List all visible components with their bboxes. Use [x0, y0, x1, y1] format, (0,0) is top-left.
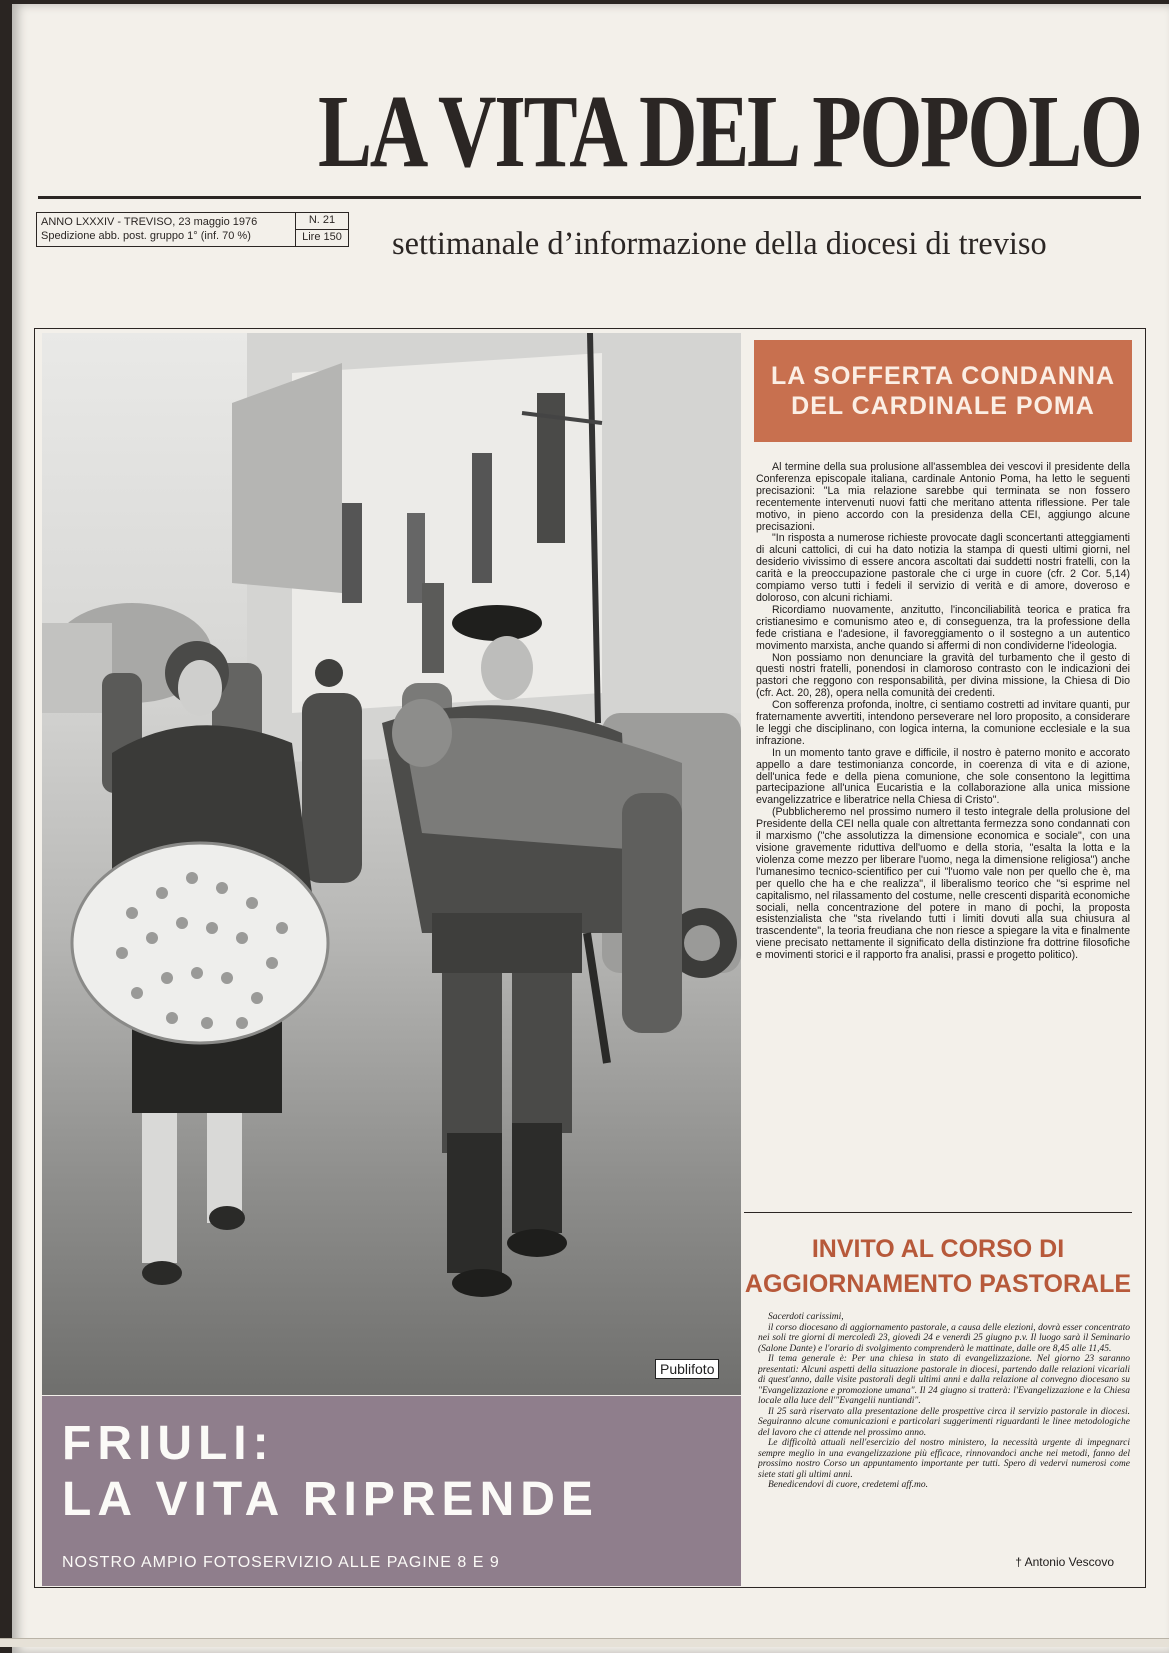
masthead-subtitle: settimanale d’informazione della diocesi di treviso [392, 226, 1047, 262]
page-bottom-edge [0, 1638, 1169, 1647]
article1-paragraph: Non possiamo non denunciare la gravità del turbamento che il gesto di questi nostri fratelli, ponendosi in clamoroso contrasto con le indicazioni dei pastori che reggono con responsabilità, per divina missione, la Chiesa di Dio (cfr. Act. 20, 28), opera nella comunità dei credenti. [756, 651, 1130, 700]
article1-paragraph: "In risposta a numerose richieste provocate dagli sconcertanti atteggiamenti di alcuni cattolici, di cui ha dato notizia la stampa di questi ultimi giorni, nel desiderio vivissimo di essere ancora ascoltati dai suddetti nostri fratelli, con la carità e la preoccupazione pastorale che ci urge in cuore (cfr. 2 Cor. 5,14) compiamo verso tutti i fedeli il servizio di verità e di amore, doveroso e doloroso, con alcuni richiami. [756, 532, 1130, 604]
article1-paragraph: Ricordiamo nuovamente, anzitutto, l'inconciliabilità teorica e pratica fra cristianesimo e comunismo ateo e, di conseguenza, tra la professione della fede cristiana e l'adesione, il favoreggiamento o il sostegno a un autentico movimento marxista, anche quando si affermi di non condividerne l'ideologia. [756, 603, 1130, 652]
cover-photo [42, 333, 741, 1395]
cover-footer-note: NOSTRO AMPIO FOTOSERVIZIO ALLE PAGINE 8 E 9 [62, 1554, 500, 1571]
masthead-title: LA VITA DEL POPOLO [318, 74, 1141, 189]
article2-headline-line-2: AGGIORNAMENTO PASTORALE [744, 1270, 1132, 1298]
article2-headline-line-1: INVITO AL CORSO DI [811, 1235, 1065, 1263]
cover-photo-illustration [42, 333, 741, 1395]
cover-headline-line-2: LA VITA RIPRENDE [62, 1473, 599, 1526]
photo-credit: Publifoto [655, 1359, 719, 1379]
article2-paragraph: Sacerdoti carissimi, [768, 1312, 844, 1322]
article2-paragraph: il corso diocesano di aggiornamento pastorale, a causa delle elezioni, dovrà esser concentrato nei soli tre giorni di mercoledì 23, giovedì 24 e venerdì 25 giugno p.v. Il luogo sarà il Seminario (Salone Dante) e l'orario di svolgimento comprenderà le mattinate, dalle ore 8,45 alle 11,45. [758, 1322, 1130, 1354]
article2-headline [744, 1232, 1132, 1302]
article1-headline-line-2: DEL CARDINALE POMA [791, 392, 1095, 420]
article2-paragraph: Il tema generale è: Per una chiesa in stato di evangelizzazione. Nel giorno 23 saranno presentati: Alcuni aspetti della situazione pastorale in diocesi, partendo dalle relazioni vicariali di quest'anno, dalle visite pastorali degli ultimi anni e dalla relazione al convegno diocesano su "Evangelizzazione e promozione umana". Il 24 giugno si tratterà: l'Evangelizzazione e la Chiesa locale alla luce dell'"Evangelii nuntiandi". [758, 1354, 1130, 1406]
article2-paragraph: Benedicendovi di cuore, credetemi aff.mo. [768, 1480, 928, 1490]
article1-body [756, 462, 1130, 1194]
article1-paragraph: Con sofferenza profonda, inoltre, ci sentiamo costretti ad invitare quanti, pur fraternamente avvertiti, intendono perseverare nel loro proposito, a considerare le leggi che disciplinano, con logica interna, la comunione ecclesiale e la sua infrazione. [756, 699, 1130, 747]
article1-paragraph: In un momento tanto grave e difficile, il nostro è paterno monito e accorato appello a dare testimonianza concorde, in coerenza di vita e di azione, dell'unica fede e della piena comunione, che sole consentono la legittima partecipazione all'unica Eucaristia e la collaborazione alla unica missione evangelizzatrice e liberatrice nella Chiesa di Cristo". [756, 746, 1130, 807]
article2-paragraph: Il 25 sarà riservato alla presentazione delle prospettive circa il servizio pastorale in diocesi. Seguiranno alcune comunicazioni e particolari suggerimenti riguardanti le linee metodologiche del lavoro che ci attende nel prossimo anno. [758, 1406, 1130, 1438]
article2-signature: † Antonio Vescovo [1015, 1555, 1114, 1569]
issue-line-1: ANNO LXXXIV - TREVISO, 23 maggio 1976 [41, 216, 258, 228]
article2-paragraph: Le difficoltà attuali nell'esercizio del nostro ministero, la necessità urgente di impegnarci sempre meglio in una evangelizzazione più efficace, rinnovandoci anche nei metodi, fanno del prossimo nostro Corso un appuntamento importante per tutti. Spero di vedervi numerosi come siete stati gli ultimi anni. [758, 1438, 1130, 1480]
article1-headline-line-1: LA SOFFERTA CONDANNA [770, 362, 1116, 390]
article2-body [758, 1312, 1130, 1548]
cover-caption-box [42, 1396, 741, 1586]
masthead-rule [38, 196, 1141, 199]
issue-line-2: Spedizione abb. post. gruppo 1° (inf. 70 %) [41, 230, 251, 242]
cover-headline [62, 1416, 599, 1528]
article1-headline-box [754, 340, 1132, 442]
column-divider [744, 1212, 1132, 1213]
article1-paragraph: Al termine della sua prolusione all'assemblea dei vescovi il presidente della Conferenza episcopale italiana, cardinale Antonio Poma, ha letto le seguenti precisazioni: "La mia relazione sarebbe qui terminata se non fossero recentemente intervenuti nuovi fatti che meritano attenta riflessione. Per tale motivo, in pieno accordo con la presidenza della CEI, aggiungo alcune precisazioni. [756, 462, 1130, 533]
cover-headline-line-1: FRIULI: [62, 1417, 275, 1470]
issue-info-box [36, 212, 349, 247]
issue-number: N. 21 [296, 213, 348, 230]
issue-price: Lire 150 [302, 231, 342, 243]
article1-paragraph: (Pubblicheremo nel prossimo numero il testo integrale della prolusione del Presidente della CEI nella quale con altrettanta fermezza sono condannati con il marxismo ("che assolutizza la dimensione economica e sociale", con una visione gravemente riduttiva dell'uomo e della storia, "esalta la lotta e la violenza come mezzo per liberare l'uomo, nega la dimensione religiosa") anche l'umanesimo tecnico-scientifico per cui "l'uomo vale non per quello che è, ma per quello che ha e che realizza", il liberalismo teorico che "si esprime nel capitalismo, nel rilassamento del costume, nelle crescenti disparità economiche sociali, nella concentrazione del potere in mano di pochi, la proposta esistenzialista che "sta rivelando tutti i limiti dovuti alla sua chiusura al trascendente", la teoria freudiana che non riesce a spiegare la vita e finalmente viene precisato nettamente il significato della distinzione fra dottrine filosofiche e movimenti storici e il rapporto fra analisi, prassi e progetto politico). [756, 806, 1130, 962]
